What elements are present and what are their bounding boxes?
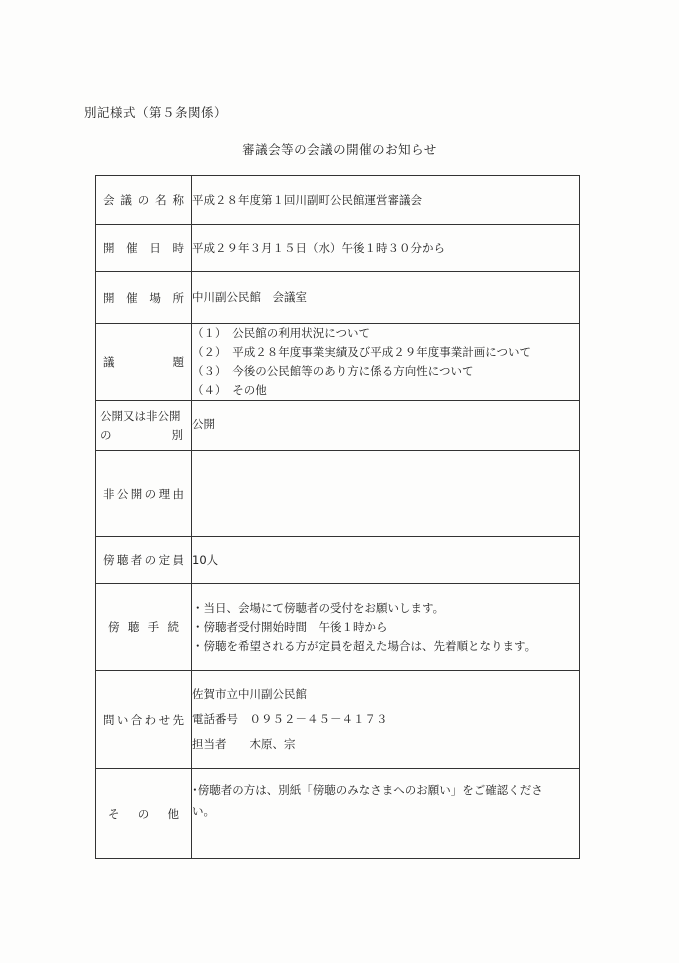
label-char: 所 <box>172 290 184 305</box>
row-procedure <box>96 584 580 671</box>
label-procedure <box>96 584 192 671</box>
label-char: 問 <box>103 712 115 727</box>
value-meeting-name: 平成２８年度第１回川副町公民館運営審議会 <box>192 176 580 225</box>
label-char: の <box>144 486 157 501</box>
other-note-cont: い。 <box>192 804 215 818</box>
label-char: 者 <box>130 553 143 567</box>
label-char: 合 <box>130 712 143 727</box>
agenda-item: （１） 公民館の利用状況について <box>192 326 371 340</box>
label-char: 開 <box>103 241 115 255</box>
agenda-item: （４） その他 <box>192 383 267 397</box>
label-char: 手 <box>147 620 160 634</box>
form-reference: 別記様式（第５条関係） <box>84 105 228 120</box>
label-char: 催 <box>126 241 138 255</box>
label-public <box>96 401 192 451</box>
label-char: 別 <box>171 427 183 442</box>
label-other <box>96 769 192 859</box>
label-capacity <box>96 537 192 584</box>
label-reason <box>96 451 192 537</box>
label-char: 傍 <box>108 620 120 634</box>
agenda-item: （２） 平成２８年度事業実績及び平成２９年度事業計画について <box>192 345 532 359</box>
row-agenda <box>96 324 580 401</box>
value-procedure <box>192 584 580 671</box>
label-char: 題 <box>172 355 184 369</box>
label-place <box>96 272 192 324</box>
label-meeting-name <box>96 176 192 225</box>
value-place: 中川副公民館 会議室 <box>192 272 580 324</box>
value-date: 平成２９年３月１５日（水）午後１時３０分から <box>192 225 580 272</box>
label-char: 傍 <box>103 553 115 567</box>
row-date <box>96 225 580 272</box>
value-contact <box>192 671 580 769</box>
row-meeting-name <box>96 176 580 225</box>
value-agenda <box>192 324 580 401</box>
label-char: 他 <box>167 806 179 821</box>
contact-office: 佐賀市立中川副公民館 <box>192 687 307 701</box>
row-public <box>96 401 580 451</box>
label-contact <box>96 671 192 769</box>
contact-person: 担当者 木原、宗 <box>192 737 296 751</box>
label-char: そ <box>108 806 120 821</box>
procedure-item: ・当日、会場にて傍聴者の受付をお願いします。 <box>192 600 445 615</box>
label-char: 非 <box>103 486 115 501</box>
label-char: の <box>137 193 150 207</box>
label-char: せ <box>158 712 171 727</box>
label-char: わ <box>144 712 157 727</box>
label-line: 公開又は非公開 <box>100 408 181 423</box>
label-char: の <box>100 427 112 442</box>
procedure-item: ・傍聴を希望される方が定員を超えた場合は、先着順となります。 <box>192 638 537 653</box>
label-char: の <box>144 553 157 567</box>
label-char: 続 <box>167 620 179 634</box>
other-note: ･傍聴者の方は、別紙「傍聴のみなさまへのお願い」をご確認くださ <box>192 783 543 797</box>
label-char: 場 <box>149 290 161 305</box>
label-char: 聴 <box>127 620 140 634</box>
value-public: 公開 <box>192 401 580 451</box>
label-char: 催 <box>126 290 138 305</box>
label-char: 定 <box>158 553 171 567</box>
label-char: 日 <box>149 241 161 255</box>
document-title: 審議会等の会議の開催のお知らせ <box>242 142 437 157</box>
label-char: 議 <box>103 355 115 369</box>
label-agenda <box>96 324 192 401</box>
label-char: 開 <box>130 486 143 501</box>
value-capacity: 10人 <box>192 537 580 584</box>
label-char: 員 <box>172 553 184 567</box>
label-char: 先 <box>172 712 184 727</box>
row-place <box>96 272 580 324</box>
label-char: 理 <box>158 486 171 501</box>
label-char: 公 <box>116 486 129 501</box>
label-char: 議 <box>120 193 132 207</box>
label-char: 名 <box>155 193 167 207</box>
label-char: い <box>116 712 129 727</box>
row-other <box>96 769 580 859</box>
value-other <box>192 769 580 859</box>
label-char: 時 <box>172 241 184 255</box>
value-reason <box>192 451 580 537</box>
label-char: 由 <box>172 486 184 501</box>
label-date <box>96 225 192 272</box>
label-char: 開 <box>103 290 115 305</box>
label-char: 称 <box>172 193 184 207</box>
label-char: 聴 <box>116 553 129 567</box>
contact-phone: 電話番号 ０９５２－４５－４１７３ <box>192 712 388 726</box>
notice-table <box>95 175 580 859</box>
row-capacity <box>96 537 580 584</box>
label-char: の <box>137 806 150 821</box>
agenda-item: （３） 今後の公民館等のあり方に係る方向性について <box>192 364 474 378</box>
row-reason <box>96 451 580 537</box>
row-contact <box>96 671 580 769</box>
label-char: 会 <box>103 193 115 207</box>
procedure-item: ・傍聴者受付開始時間 午後１時から <box>192 619 388 634</box>
